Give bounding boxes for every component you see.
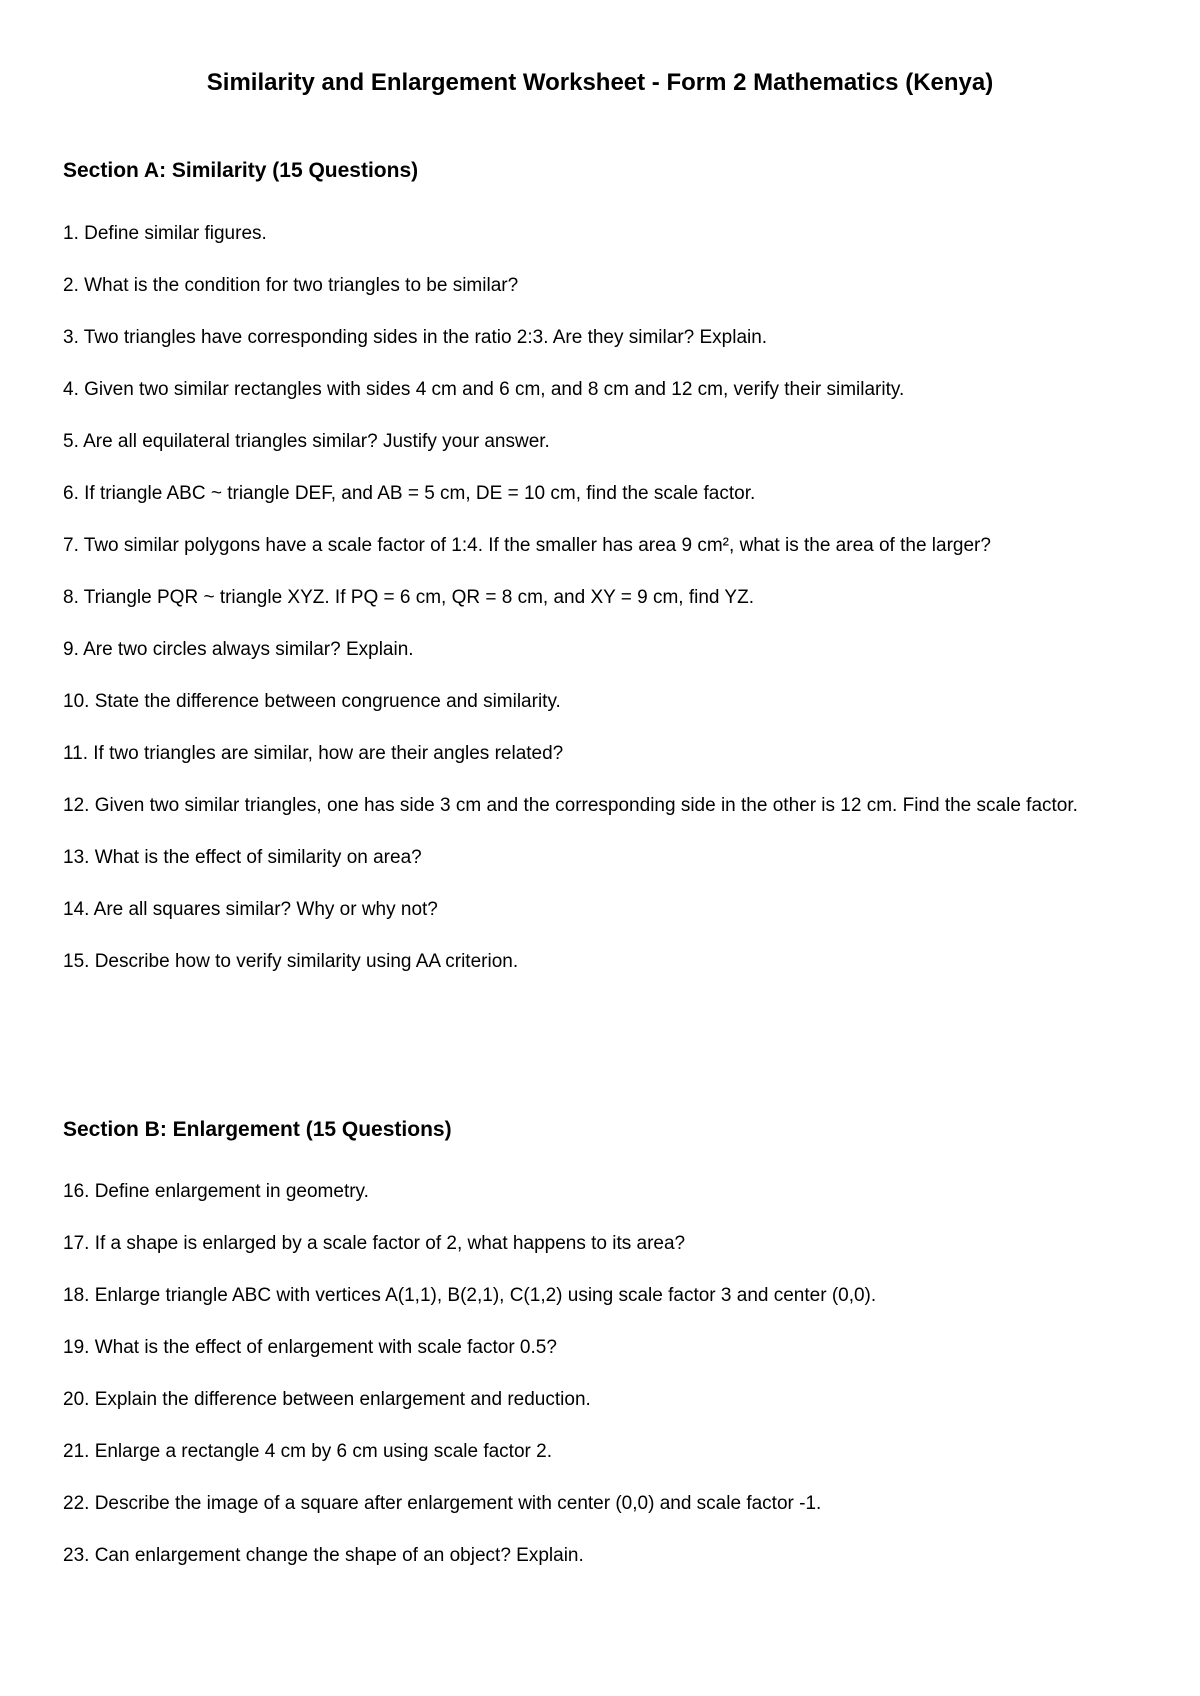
- question-item: 16. Define enlargement in geometry.: [63, 1181, 369, 1202]
- question-item: 4. Given two similar rectangles with sides 4 cm and 6 cm, and 8 cm and 12 cm, verify their similarity.: [63, 379, 905, 400]
- question-item: 13. What is the effect of similarity on area?: [63, 847, 422, 868]
- question-item: 12. Given two similar triangles, one has side 3 cm and the corresponding side in the other is 12 cm. Find the scale factor.: [63, 795, 1078, 816]
- question-item: 15. Describe how to verify similarity using AA criterion.: [63, 951, 519, 972]
- question-item: 6. If triangle ABC ~ triangle DEF, and AB = 5 cm, DE = 10 cm, find the scale factor.: [63, 483, 756, 504]
- question-item: 20. Explain the difference between enlargement and reduction.: [63, 1389, 591, 1410]
- question-item: 21. Enlarge a rectangle 4 cm by 6 cm using scale factor 2.: [63, 1441, 552, 1462]
- section-a-heading: Section A: Similarity (15 Questions): [63, 159, 419, 182]
- question-item: 11. If two triangles are similar, how are their angles related?: [63, 743, 564, 764]
- question-item: 18. Enlarge triangle ABC with vertices A(1,1), B(2,1), C(1,2) using scale factor 3 and center (0,0).: [63, 1285, 877, 1306]
- question-item: 3. Two triangles have corresponding sides in the ratio 2:3. Are they similar? Explain.: [63, 327, 768, 348]
- question-item: 7. Two similar polygons have a scale factor of 1:4. If the smaller has area 9 cm², what is the area of the larger?: [63, 535, 991, 556]
- section-a-question-list: [63, 211, 1145, 991]
- question-item: 17. If a shape is enlarged by a scale factor of 2, what happens to its area?: [63, 1233, 686, 1254]
- section-b-heading: Section B: Enlargement (15 Questions): [63, 1118, 452, 1141]
- page-title: Similarity and Enlargement Worksheet - Form 2 Mathematics (Kenya): [206, 69, 994, 96]
- section-b-question-list: [63, 1169, 1145, 1585]
- question-item: 10. State the difference between congruence and similarity.: [63, 691, 561, 712]
- question-item: 1. Define similar figures.: [63, 223, 267, 244]
- question-item: 22. Describe the image of a square after enlargement with center (0,0) and scale factor -1.: [63, 1493, 822, 1514]
- question-item: 5. Are all equilateral triangles similar? Justify your answer.: [63, 431, 550, 452]
- question-item: 9. Are two circles always similar? Explain.: [63, 639, 414, 660]
- question-item: 2. What is the condition for two triangles to be similar?: [63, 275, 519, 296]
- question-item: 19. What is the effect of enlargement with scale factor 0.5?: [63, 1337, 557, 1358]
- question-item: 14. Are all squares similar? Why or why not?: [63, 899, 438, 920]
- question-item: 23. Can enlargement change the shape of an object? Explain.: [63, 1545, 584, 1566]
- question-item: 8. Triangle PQR ~ triangle XYZ. If PQ = 6 cm, QR = 8 cm, and XY = 9 cm, find YZ.: [63, 587, 754, 608]
